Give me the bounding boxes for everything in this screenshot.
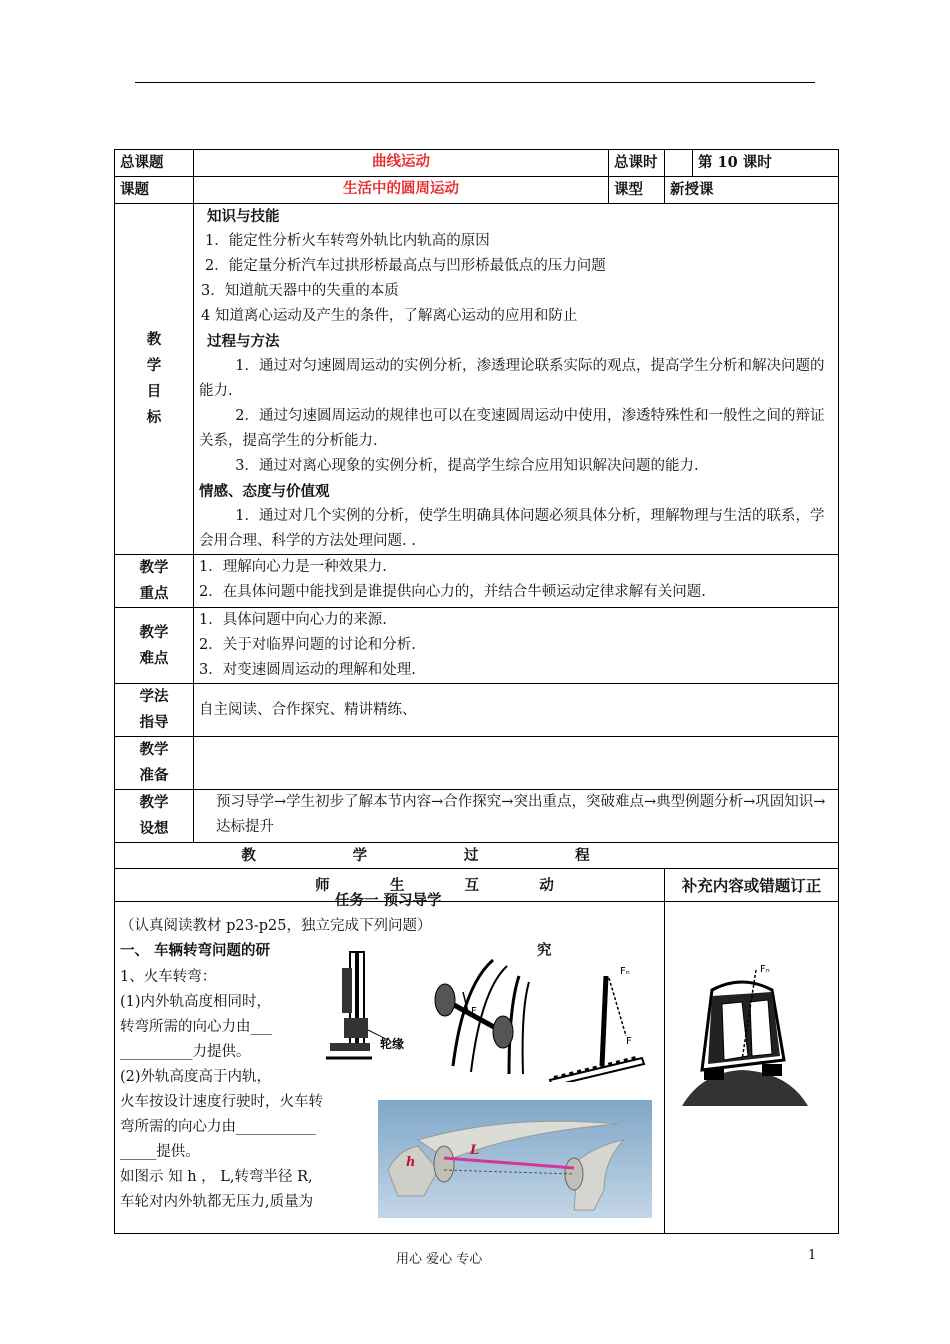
section-title-end: 究 xyxy=(537,942,552,959)
task-line: (1)内外轨高度相同时， xyxy=(120,994,272,1010)
difficulty-item: 3．对变速圆周运动的理解和处理. xyxy=(199,662,416,678)
task-line: __________力提供。 xyxy=(120,1044,251,1060)
difficulty-item: 1．具体问题中向心力的来源. xyxy=(199,612,387,628)
total-topic-label: 总课题 xyxy=(115,150,194,177)
objective-item: 2．能定量分析汽车过拱形桥最高点与凹形桥最低点的压力问题 xyxy=(205,258,606,274)
incline-force-figure xyxy=(546,960,646,1082)
wheel-flange-figure xyxy=(322,948,418,1068)
label-l: L xyxy=(470,1143,480,1158)
footer-motto: 用心 爱心 专心 xyxy=(396,1252,483,1267)
label-h: h xyxy=(406,1155,416,1170)
top-rule xyxy=(135,82,815,83)
difficulty-item: 2．关于对临界问题的讨论和分析. xyxy=(199,637,416,653)
design-content: 预习导学→学生初步了解本节内容→合作探究→突出重点，突破难点→典型例题分析→巩固知识→达标提升 xyxy=(194,790,839,843)
total-hours-value xyxy=(665,150,693,177)
lesson-type-value: 新授课 xyxy=(665,177,839,204)
objectives-content xyxy=(194,204,839,555)
curved-track-figure xyxy=(423,956,531,1078)
topic-label: 课题 xyxy=(115,177,194,204)
process-header: 教 学 过 程 xyxy=(115,843,839,869)
prep-label: 教学 准备 xyxy=(115,737,194,790)
total-hours-label: 总课时 xyxy=(609,150,665,177)
page-number: 1 xyxy=(808,1248,817,1263)
objective-item: 3．通过对离心现象的实例分析，提高学生综合应用知识解决问题的能力. xyxy=(235,458,699,474)
task-line: 弯所需的向心力由___________ xyxy=(120,1119,316,1135)
supplement-header: 补充内容或错题订正 xyxy=(665,869,839,902)
method-content: 自主阅读、合作探究、精讲精练、 xyxy=(194,684,839,737)
force-label-fn: Fₙ xyxy=(620,966,630,977)
objective-item: 4 知道离心运动及产生的条件，了解离心运动的应用和防止 xyxy=(201,308,578,324)
key-points-label: 教学 重点 xyxy=(115,555,194,608)
section-title: 一、 车辆转弯问题的研 xyxy=(120,942,271,959)
attitude-title: 情感、态度与价值观 xyxy=(199,483,330,500)
task-line: _____提供。 xyxy=(120,1144,200,1160)
subsection-title: 1、火车转弯： xyxy=(120,969,217,985)
key-point-item: 1．理解向心力是一种效果力. xyxy=(199,559,387,575)
objective-item: 1．通过对匀速圆周运动的实例分析，渗透理论联系实际的观点，提高学生分析和解决问题的能力. xyxy=(199,358,825,399)
total-topic-value: 曲线运动 xyxy=(194,150,609,177)
task-line: 车轮对内外轨都无压力,质量为 xyxy=(120,1194,314,1210)
train-front-figure xyxy=(672,960,812,1112)
interaction-header: 师 生 互 动 xyxy=(115,869,665,902)
method-label: 学法 指导 xyxy=(115,684,194,737)
task-title: 任务一 预习导学 xyxy=(335,892,442,909)
process-title: 过程与方法 xyxy=(207,333,280,350)
rail-3d-figure xyxy=(378,1100,652,1218)
flange-label: 轮缘 xyxy=(380,1037,405,1051)
prep-content xyxy=(194,737,839,790)
task-line: (2)外轨高度高于内轨， xyxy=(120,1069,272,1085)
objectives-label: 教 学 目 标 xyxy=(115,204,194,555)
task-instruction: （认真阅读教材 p23-p25，独立完成下列问题） xyxy=(120,918,432,934)
objective-item: 2．通过匀速圆周运动的规律也可以在变速圆周运动中使用，渗透特殊性和一般性之间的辩证关系，提高学生的分析能力. xyxy=(199,408,825,449)
task-line: 转弯所需的向心力由___ xyxy=(120,1019,273,1035)
key-point-item: 2．在具体问题中能找到是谁提供向心力的，并结合牛顿运动定律求解有关问题. xyxy=(199,584,706,600)
lesson-type-label: 课型 xyxy=(609,177,665,204)
objective-item: 1．通过对几个实例的分析，使学生明确具体问题必须具体分析，理解物理与生活的联系，学会用合理、科学的方法处理问题. . xyxy=(199,508,825,549)
design-label: 教学 设想 xyxy=(115,790,194,843)
key-points-content xyxy=(194,555,839,608)
lesson-number: 第 10 课时 xyxy=(693,150,839,177)
knowledge-title: 知识与技能 xyxy=(207,208,280,225)
task-line: 火车按设计速度行驶时，火车转 xyxy=(120,1094,323,1110)
objective-item: 3．知道航天器中的失重的本质 xyxy=(201,283,399,299)
difficulties-label: 教学 难点 xyxy=(115,608,194,684)
topic-value: 生活中的圆周运动 xyxy=(194,177,609,204)
force-label-f: F xyxy=(471,1006,477,1017)
difficulties-content xyxy=(194,608,839,684)
task-line: 如图示 知 h ， L,转弯半径 R, xyxy=(120,1169,313,1185)
force-label-f2: F xyxy=(626,1036,632,1047)
train-force-fn: Fₙ xyxy=(760,964,770,975)
objective-item: 1．能定性分析火车转弯外轨比内轨高的原因 xyxy=(205,233,490,249)
